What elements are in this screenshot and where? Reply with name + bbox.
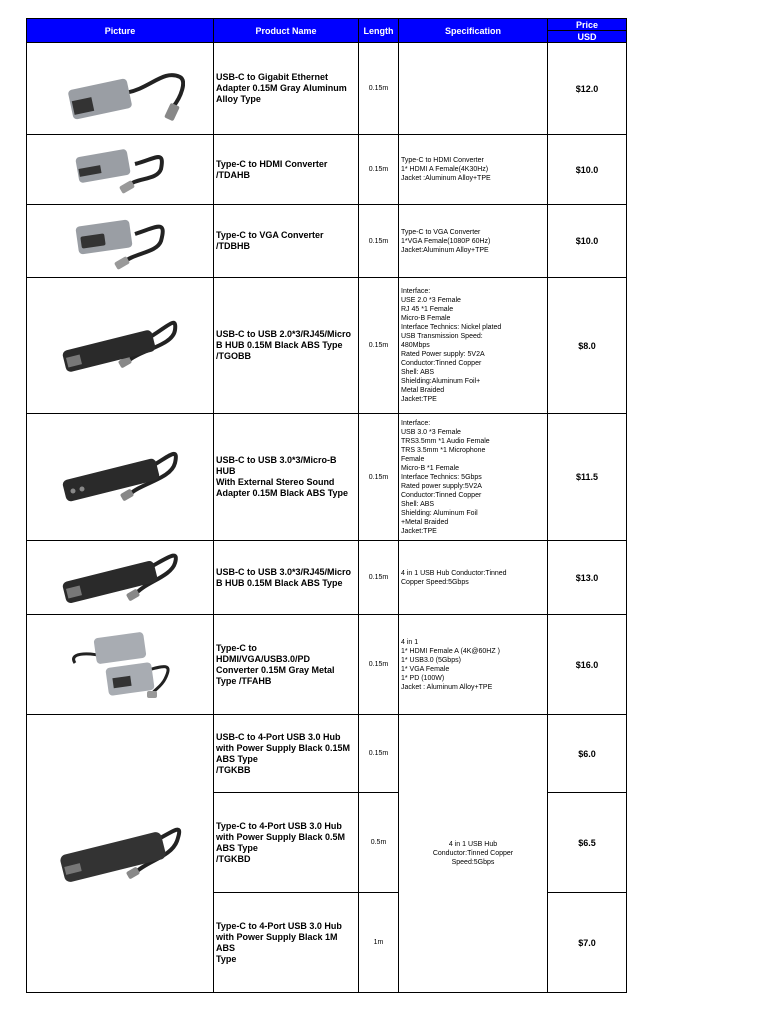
product-image-cell bbox=[27, 414, 214, 541]
product-length: 0.5m bbox=[359, 793, 399, 893]
product-price: $10.0 bbox=[548, 135, 627, 205]
header-currency: USD bbox=[548, 31, 627, 43]
usb-c-4port-hub-image bbox=[55, 809, 185, 899]
product-spec: Type-C to VGA Converter 1*VGA Female(1080P 60Hz) Jacket:Aluminum Alloy+TPE bbox=[399, 205, 548, 278]
product-name: Type-C to HDMI Converter /TDAHB bbox=[214, 135, 359, 205]
product-image-cell bbox=[27, 43, 214, 135]
product-name: USB-C to 4-Port USB 3.0 Hub with Power Supply Black 0.15M ABS Type /TGKBB bbox=[214, 715, 359, 793]
product-length: 0.15m bbox=[359, 414, 399, 541]
table-row bbox=[27, 541, 627, 615]
header-specification: Specification bbox=[399, 19, 548, 43]
product-image-cell bbox=[27, 205, 214, 278]
product-spec bbox=[399, 43, 548, 135]
product-image-cell bbox=[27, 541, 214, 615]
usb-c-usb3-rj45-hub-image bbox=[55, 545, 185, 611]
product-spec: Interface: USB 3.0 *3 Female TRS3.5mm *1 Audio Female TRS 3.5mm *1 Microphone Female Micro-B *1 Female Interface Technics: 5Gbps Rated power supply:5V2A Conductor:Tinned Copper Shell: ABS Shielding: Aluminum Foil +Metal Braided Jacket:TPE bbox=[399, 414, 548, 541]
product-length: 0.15m bbox=[359, 43, 399, 135]
product-spec: 4 in 1 USB Hub Conductor:Tinned Copper Speed:5Gbps bbox=[399, 541, 548, 615]
product-price: $11.5 bbox=[548, 414, 627, 541]
product-name: Type-C to 4-Port USB 3.0 Hub with Power Supply Black 0.5M ABS Type /TGKBD bbox=[214, 793, 359, 893]
header-picture: Picture bbox=[27, 19, 214, 43]
product-length: 0.15m bbox=[359, 278, 399, 414]
table-row bbox=[27, 615, 627, 715]
product-name: USB-C to USB 3.0*3/Micro-B HUB With External Stereo Sound Adapter 0.15M Black ABS Type bbox=[214, 414, 359, 541]
header-length: Length bbox=[359, 19, 399, 43]
product-length: 0.15m bbox=[359, 615, 399, 715]
usb-c-multiport-converter-image bbox=[65, 623, 175, 707]
product-image-cell bbox=[27, 715, 214, 993]
usb-c-hdmi-converter-image bbox=[65, 139, 175, 201]
product-spec: 4 in 1 1* HDMI Female A (4K@60HZ ) 1* USB3.0 (5Gbps) 1* VGA Female 1* PD (100W) Jacket : Aluminum Alloy+TPE bbox=[399, 615, 548, 715]
header-price: Price bbox=[548, 19, 627, 31]
product-length: 0.15m bbox=[359, 541, 399, 615]
product-price: $10.0 bbox=[548, 205, 627, 278]
product-length: 1m bbox=[359, 893, 399, 993]
product-price: $7.0 bbox=[548, 893, 627, 993]
table-row bbox=[27, 135, 627, 205]
usb-c-vga-converter-image bbox=[65, 209, 175, 273]
product-name: USB-C to Gigabit Ethernet Adapter 0.15M Gray Aluminum Alloy Type bbox=[214, 43, 359, 135]
product-image-cell bbox=[27, 278, 214, 414]
product-spec: 4 in 1 USB Hub Conductor:Tinned Copper Speed:5Gbps bbox=[399, 715, 548, 993]
product-price: $13.0 bbox=[548, 541, 627, 615]
product-price: $6.0 bbox=[548, 715, 627, 793]
product-price: $12.0 bbox=[548, 43, 627, 135]
product-length: 0.15m bbox=[359, 205, 399, 278]
product-name: Type-C to 4-Port USB 3.0 Hub with Power Supply Black 1M ABS Type bbox=[214, 893, 359, 993]
usb-c-ethernet-adapter-image bbox=[55, 49, 185, 129]
product-image-cell bbox=[27, 135, 214, 205]
product-table bbox=[26, 18, 627, 993]
table-row bbox=[27, 278, 627, 414]
product-name: Type-C to HDMI/VGA/USB3.0/PD Converter 0.15M Gray Metal Type /TFAHB bbox=[214, 615, 359, 715]
product-price: $16.0 bbox=[548, 615, 627, 715]
product-spec: Type-C to HDMI Converter 1* HDMI A Female(4K30Hz) Jacket :Aluminum Alloy+TPE bbox=[399, 135, 548, 205]
product-name: USB-C to USB 3.0*3/RJ45/Micro B HUB 0.15M Black ABS Type bbox=[214, 541, 359, 615]
product-price: $6.5 bbox=[548, 793, 627, 893]
product-name: USB-C to USB 2.0*3/RJ45/Micro B HUB 0.15M Black ABS Type /TGOBB bbox=[214, 278, 359, 414]
header-product-name: Product Name bbox=[214, 19, 359, 43]
usb-c-usb3-audio-hub-image bbox=[55, 437, 185, 517]
product-spec: Interface: USE 2.0 *3 Female RJ 45 *1 Female Micro-B Female Interface Technics: Nickel plated USB Transmission Speed: 480Mbps Rated Power supply: 5V2A Conductor:Tinned Copper Shell: ABS Shielding:Aluminum Foil+ Metal Braided Jacket:TPE bbox=[399, 278, 548, 414]
table-row bbox=[27, 205, 627, 278]
product-name: Type-C to VGA Converter /TDBHB bbox=[214, 205, 359, 278]
product-length: 0.15m bbox=[359, 715, 399, 793]
table-row bbox=[27, 43, 627, 135]
product-length: 0.15m bbox=[359, 135, 399, 205]
product-price: $8.0 bbox=[548, 278, 627, 414]
table-row bbox=[27, 414, 627, 541]
usb-c-usb2-rj45-hub-image bbox=[55, 306, 185, 386]
product-image-cell bbox=[27, 615, 214, 715]
table-row bbox=[27, 715, 627, 793]
